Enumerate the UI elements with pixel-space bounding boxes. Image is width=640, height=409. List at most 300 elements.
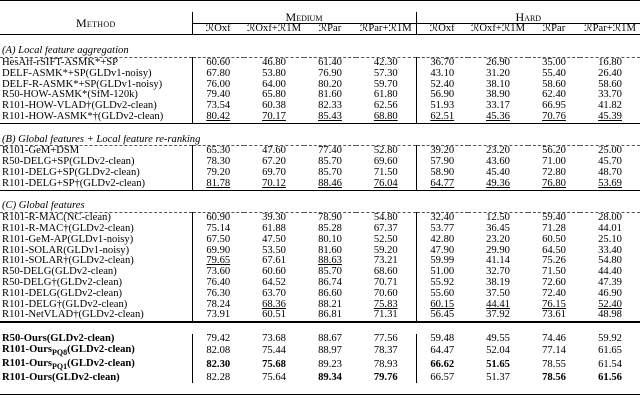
value-cell [416, 235, 468, 246]
value-text: 64.47 [430, 345, 455, 357]
value-text: 65.80 [262, 90, 286, 101]
value-text: 77.14 [542, 345, 566, 357]
value-cell [304, 256, 356, 267]
value-cell [468, 235, 528, 246]
value-text: 29.90 [486, 245, 510, 256]
value-text: 76.80 [542, 178, 566, 189]
value-cell [192, 246, 244, 257]
value-cell [356, 101, 416, 112]
method-name: DELF-R-ASMK*+SP(GLDv1-noisy) [0, 80, 192, 91]
value-cell [580, 157, 640, 168]
value-text: 25.10 [598, 234, 622, 245]
value-text: 88.63 [318, 256, 342, 267]
value-text: 68.80 [373, 111, 398, 122]
group-header-row [0, 12, 640, 23]
table-row [0, 157, 640, 168]
value-text: 56.45 [430, 310, 455, 321]
value-cell [244, 157, 304, 168]
value-cell [468, 278, 528, 289]
value-text: 48.70 [598, 167, 622, 178]
value-cell [468, 69, 528, 80]
value-cell [468, 213, 528, 224]
value-text: 61.80 [373, 90, 398, 101]
value-cell [244, 80, 304, 91]
value-cell [528, 289, 580, 300]
value-cell [356, 267, 416, 278]
value-cell [580, 101, 640, 112]
method-name: HesAff-rSIFT-ASMK*+SP [0, 57, 192, 68]
table-row [0, 300, 640, 311]
value-text: 54.80 [373, 212, 398, 224]
value-text: 68.60 [373, 267, 398, 278]
value-text: 69.60 [373, 157, 398, 168]
value-text: 44.40 [598, 267, 622, 278]
subcol-header: ℛOxf+ℛ1M [244, 23, 304, 35]
value-text: 66.62 [430, 359, 455, 371]
hard-header: Hard [416, 12, 640, 23]
value-text: 61.56 [598, 372, 622, 383]
value-text: 78.93 [373, 359, 398, 371]
value-text: 51.93 [430, 101, 455, 112]
value-text: 69.90 [206, 245, 231, 256]
value-text: 76.04 [373, 178, 398, 189]
value-text: 73.54 [206, 101, 231, 112]
value-cell [244, 112, 304, 123]
value-cell [244, 256, 304, 267]
value-cell [192, 57, 244, 68]
value-cell [356, 213, 416, 224]
value-text: 71.28 [542, 223, 566, 234]
value-text: 51.65 [486, 359, 510, 371]
value-cell [468, 289, 528, 300]
value-text: 79.40 [206, 90, 231, 101]
value-text: 71.50 [373, 167, 398, 178]
method-name: R101-DELG(GLDv2-clean) [0, 289, 192, 300]
value-cell [356, 345, 416, 359]
method-name: R101-HOW-ASMK*†(GLDv2-clean) [0, 112, 192, 123]
value-cell [528, 179, 580, 190]
value-text: 62.40 [542, 90, 566, 101]
value-text: 85.28 [318, 223, 342, 234]
value-cell [192, 101, 244, 112]
value-text: 49.36 [486, 178, 510, 189]
value-cell [528, 69, 580, 80]
value-text: 72.60 [542, 277, 566, 288]
value-text: 54.80 [598, 256, 622, 267]
value-text: 26.40 [598, 68, 622, 79]
table-row [0, 235, 640, 246]
value-text: 76.90 [318, 68, 342, 79]
method-subscript: PQ8 [52, 347, 68, 357]
value-text: 70.12 [262, 178, 286, 189]
value-text: 25.00 [598, 145, 622, 157]
value-text: 67.80 [206, 68, 231, 79]
value-cell [580, 112, 640, 123]
value-cell [580, 179, 640, 190]
value-cell [244, 289, 304, 300]
value-cell [580, 246, 640, 257]
value-cell [356, 179, 416, 190]
value-cell [244, 246, 304, 257]
value-cell [580, 300, 640, 311]
ours-row [0, 345, 640, 359]
value-text: 71.00 [542, 157, 566, 168]
value-text: 67.20 [262, 157, 286, 168]
value-text: 61.88 [262, 223, 286, 234]
value-cell [468, 112, 528, 123]
value-text: 55.60 [430, 288, 455, 299]
value-text: 89.23 [318, 359, 342, 371]
value-cell [304, 359, 356, 373]
value-cell [244, 300, 304, 311]
value-cell [468, 101, 528, 112]
value-text: 23.20 [486, 145, 510, 157]
value-cell [244, 278, 304, 289]
value-cell [468, 310, 528, 322]
value-cell [528, 256, 580, 267]
value-cell [416, 345, 468, 359]
subcol-header: ℛPar+ℛ1M [580, 23, 640, 35]
value-cell [580, 57, 640, 68]
value-cell [192, 278, 244, 289]
section-title: (C) Global features [0, 201, 640, 212]
value-text: 60.60 [206, 57, 231, 68]
method-name-text: R101-Ours(GLDv2-clean) [2, 372, 120, 383]
value-text: 56.90 [430, 90, 455, 101]
section-title-row [0, 201, 640, 212]
value-cell [192, 289, 244, 300]
section-title: (A) Local feature aggregation [0, 46, 640, 57]
value-cell [244, 345, 304, 359]
value-text: 39.20 [430, 145, 455, 157]
value-text: 35.00 [542, 57, 566, 68]
value-cell [192, 359, 244, 373]
value-cell [580, 345, 640, 359]
value-text: 79.20 [206, 167, 231, 178]
value-cell [528, 345, 580, 359]
value-text: 41.14 [486, 256, 510, 267]
value-text: 33.40 [598, 245, 622, 256]
value-text: 32.70 [486, 267, 510, 278]
value-text: 88.46 [318, 178, 342, 189]
method-name [0, 359, 192, 373]
value-cell [528, 235, 580, 246]
table-row [0, 267, 640, 278]
table-row [0, 69, 640, 80]
subcol-header: ℛOxf+ℛ1M [468, 23, 528, 35]
value-text: 32.40 [430, 212, 455, 224]
value-text: 89.34 [318, 372, 342, 383]
table-row [0, 90, 640, 101]
value-cell [528, 373, 580, 384]
method-name-text: R101-Ours [2, 344, 53, 355]
value-text: 43.10 [430, 68, 455, 79]
value-text: 75.83 [373, 299, 398, 310]
method-name: R50-DELG+SP(GLDv2-clean) [0, 157, 192, 168]
value-cell [416, 213, 468, 224]
section-title: (B) Global features + Local feature re-ranking [0, 135, 640, 146]
value-cell [468, 300, 528, 311]
value-text: 64.00 [262, 79, 286, 90]
value-cell [468, 57, 528, 68]
value-cell [244, 213, 304, 224]
value-text: 26.90 [486, 57, 510, 68]
method-name: R101-NetVLAD†(GLDv2-clean) [0, 310, 192, 322]
value-text: 45.70 [598, 157, 622, 168]
value-cell [192, 300, 244, 311]
value-text: 41.82 [598, 101, 622, 112]
value-text: 82.28 [206, 372, 231, 383]
value-cell [468, 90, 528, 101]
value-cell [580, 80, 640, 91]
value-text: 44.41 [486, 299, 510, 310]
value-cell [356, 57, 416, 68]
value-text: 28.00 [598, 212, 622, 224]
value-text: 73.91 [206, 310, 231, 321]
value-text: 46.80 [262, 57, 286, 68]
table-row [0, 289, 640, 300]
value-cell [580, 359, 640, 373]
value-cell [304, 278, 356, 289]
value-cell [304, 334, 356, 345]
value-cell [244, 57, 304, 68]
method-subscript: PQ1 [52, 361, 68, 371]
value-cell [244, 224, 304, 235]
value-text: 52.40 [430, 79, 455, 90]
value-text: 53.50 [262, 245, 286, 256]
value-text: 48.98 [598, 310, 622, 321]
value-text: 79.65 [206, 256, 231, 267]
value-text: 63.70 [262, 288, 286, 299]
value-text: 42.80 [430, 234, 455, 245]
value-text: 77.56 [373, 333, 398, 344]
value-text: 52.50 [373, 234, 398, 245]
value-cell [580, 90, 640, 101]
value-text: 88.97 [318, 345, 342, 357]
value-cell [468, 345, 528, 359]
value-cell [304, 345, 356, 359]
value-text: 36.45 [486, 223, 510, 234]
value-text: 67.61 [262, 256, 286, 267]
value-text: 38.19 [486, 277, 510, 288]
value-text: 67.50 [206, 234, 231, 245]
method-name: R101-GeM-AP(GLDv1-noisy) [0, 235, 192, 246]
value-cell [304, 224, 356, 235]
ours-row [0, 373, 640, 384]
value-cell [580, 224, 640, 235]
value-text: 88.21 [318, 299, 342, 310]
value-cell [192, 157, 244, 168]
value-text: 80.10 [318, 234, 342, 245]
method-name: R101-SOLAR†(GLDv2-clean) [0, 256, 192, 267]
value-cell [528, 246, 580, 257]
value-text: 80.42 [206, 111, 231, 122]
value-cell [304, 289, 356, 300]
value-text: 75.68 [262, 359, 286, 371]
value-text: 61.40 [318, 57, 342, 68]
value-text: 60.15 [430, 299, 455, 310]
method-suffix: (GLDv2-clean) [67, 344, 135, 355]
subcol-header: ℛPar+ℛ1M [356, 23, 416, 35]
value-text: 78.24 [206, 299, 231, 310]
value-text: 39.30 [262, 212, 286, 224]
value-cell [416, 157, 468, 168]
value-cell [468, 267, 528, 278]
value-text: 76.40 [206, 277, 231, 288]
value-cell [304, 300, 356, 311]
value-text: 52.40 [598, 299, 622, 310]
value-cell [468, 146, 528, 157]
value-cell [192, 334, 244, 345]
value-cell [244, 179, 304, 190]
value-cell [468, 246, 528, 257]
method-name: R101-DELG†(GLDv2-clean) [0, 300, 192, 311]
value-cell [356, 112, 416, 123]
subcol-header: ℛOxf [416, 23, 468, 35]
value-text: 45.39 [598, 111, 622, 122]
value-cell [192, 146, 244, 157]
value-text: 70.71 [373, 277, 398, 288]
value-cell [304, 157, 356, 168]
value-text: 38.90 [486, 90, 510, 101]
value-text: 76.15 [542, 299, 566, 310]
value-cell [304, 69, 356, 80]
value-text: 81.60 [318, 90, 342, 101]
method-column-header: Method [0, 12, 192, 35]
value-cell [356, 246, 416, 257]
value-text: 16.80 [598, 57, 622, 68]
value-text: 86.81 [318, 310, 342, 321]
value-cell [416, 300, 468, 311]
value-cell [244, 359, 304, 373]
value-cell [580, 267, 640, 278]
table-row [0, 101, 640, 112]
value-cell [468, 179, 528, 190]
value-text: 55.40 [542, 68, 566, 79]
value-cell [580, 289, 640, 300]
value-cell [304, 310, 356, 322]
method-name: R101-DELG+SP(GLDv2-clean) [0, 168, 192, 179]
value-cell [304, 146, 356, 157]
value-cell [528, 213, 580, 224]
value-text: 76.30 [206, 288, 231, 299]
value-cell [416, 146, 468, 157]
value-text: 60.51 [262, 310, 286, 321]
table-row [0, 224, 640, 235]
value-text: 60.90 [206, 212, 231, 224]
method-name: R101-DELG+SP†(GLDv2-clean) [0, 179, 192, 190]
value-cell [528, 112, 580, 123]
value-text: 85.70 [318, 267, 342, 278]
value-text: 53.69 [598, 178, 622, 189]
value-text: 82.33 [318, 101, 342, 112]
value-text: 51.37 [486, 372, 510, 383]
value-cell [192, 80, 244, 91]
value-text: 38.10 [486, 79, 510, 90]
value-cell [192, 310, 244, 322]
value-text: 67.37 [373, 223, 398, 234]
value-cell [192, 69, 244, 80]
value-text: 75.44 [262, 345, 286, 357]
value-cell [528, 224, 580, 235]
method-name: R50-DELG(GLDv2-clean) [0, 267, 192, 278]
method-name: R50-HOW-ASMK*(SfM-120k) [0, 90, 192, 101]
value-cell [356, 168, 416, 179]
value-cell [416, 373, 468, 384]
value-cell [416, 69, 468, 80]
value-text: 58.60 [598, 79, 622, 90]
value-cell [416, 310, 468, 322]
value-text: 70.76 [542, 111, 566, 122]
method-name-text: R101-Ours [2, 358, 53, 369]
value-cell [416, 359, 468, 373]
value-cell [468, 157, 528, 168]
value-cell [304, 112, 356, 123]
value-text: 47.39 [598, 277, 622, 288]
value-cell [528, 157, 580, 168]
value-cell [416, 90, 468, 101]
value-cell [580, 256, 640, 267]
table-row [0, 57, 640, 68]
value-cell [304, 57, 356, 68]
value-cell [356, 80, 416, 91]
value-text: 78.55 [542, 359, 566, 371]
value-text: 73.68 [262, 333, 286, 344]
value-cell [528, 359, 580, 373]
value-cell [528, 310, 580, 322]
value-text: 53.77 [430, 223, 455, 234]
value-cell [528, 334, 580, 345]
value-cell [244, 235, 304, 246]
value-cell [304, 90, 356, 101]
value-text: 74.46 [542, 333, 566, 344]
value-text: 43.60 [486, 157, 510, 168]
value-text: 45.40 [486, 167, 510, 178]
value-text: 71.50 [542, 267, 566, 278]
value-text: 68.36 [262, 299, 286, 310]
value-text: 70.60 [373, 288, 398, 299]
value-cell [356, 224, 416, 235]
ours-row [0, 334, 640, 345]
method-suffix: (GLDv2-clean) [67, 358, 135, 369]
value-text: 73.61 [542, 310, 566, 321]
value-text: 23.20 [486, 234, 510, 245]
value-text: 52.04 [486, 345, 510, 357]
value-text: 53.80 [262, 68, 286, 79]
value-text: 64.52 [262, 277, 286, 288]
value-cell [304, 168, 356, 179]
value-cell [468, 224, 528, 235]
value-cell [304, 213, 356, 224]
value-cell [304, 267, 356, 278]
value-cell [192, 112, 244, 123]
value-text: 78.90 [318, 212, 342, 224]
value-text: 59.70 [373, 79, 398, 90]
value-cell [580, 69, 640, 80]
value-cell [528, 146, 580, 157]
value-cell [580, 146, 640, 157]
value-cell [580, 235, 640, 246]
value-cell [580, 310, 640, 322]
value-cell [244, 69, 304, 80]
table-row [0, 112, 640, 123]
value-text: 44.01 [598, 223, 622, 234]
value-text: 77.40 [318, 145, 342, 157]
value-text: 86.60 [318, 288, 342, 299]
value-text: 69.70 [262, 167, 286, 178]
value-text: 73.21 [373, 256, 398, 267]
value-text: 64.77 [430, 178, 455, 189]
